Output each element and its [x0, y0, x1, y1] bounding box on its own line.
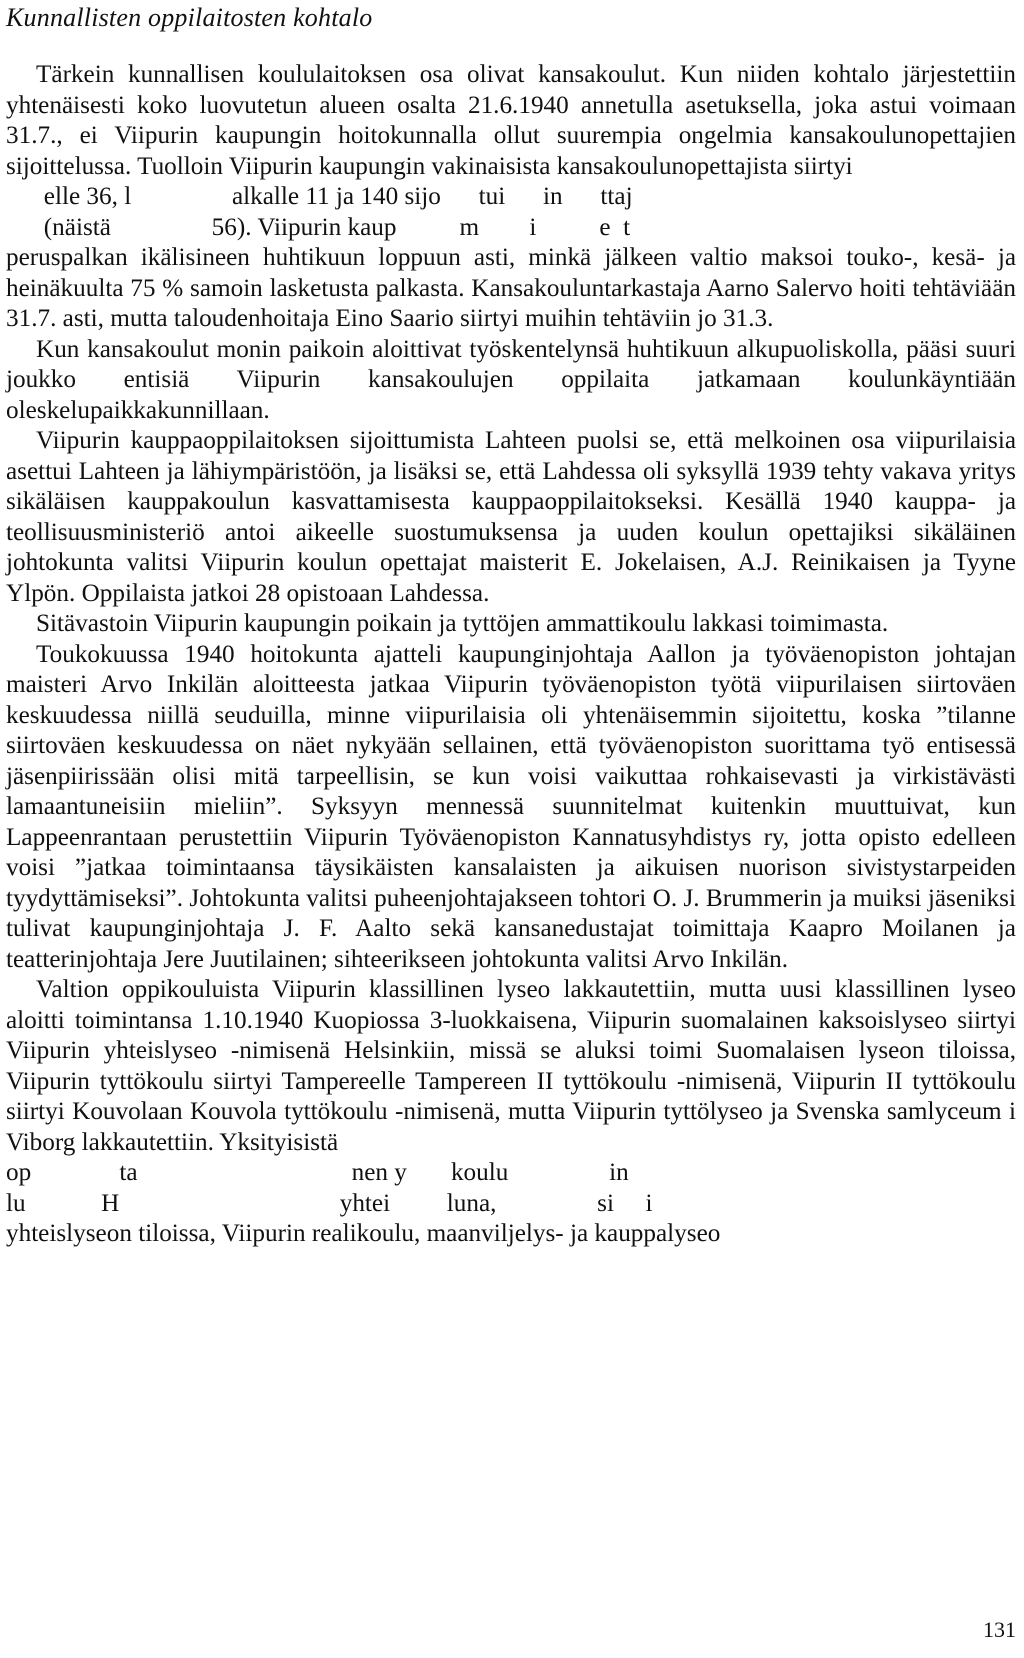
book-page: [6, 0, 1018, 1658]
paragraph-kansakoulut: [6, 60, 1016, 335]
paragraph-oppikoulut: [6, 975, 1016, 1250]
paragraph-text: Valtion oppikouluista Viipurin klassillinen lyseo lakkautettiin, mutta uusi klassillinen lyseo aloitti toimintansa 1.10.1940 Kuopiossa 3-luokkaisena, Viipurin suomalainen kaksoislyseo siirtyi Viipurin yhteislyseo -nimisenä Helsinkiin, missä se aluksi toimi Suomalaisen lyseon tiloissa, Viipurin tyttökoulu siirtyi Tampereelle Tampereen II tyttökoulu -nimisenä, Viipurin II tyttökoulu siirtyi Kouvolaan Kouvola tyttökoulu -nimisenä, mutta Viipurin tyttölyseo ja Svenska samlyceum i Viborg lakkautettiin. Yksityisistä: [6, 976, 1016, 1156]
paragraph-continuation: yhteislyseon tiloissa, Viipurin realikoulu, maanviljelys- ja kauppalyseo: [6, 1220, 721, 1247]
paragraph-text: Tärkein kunnallisen koululaitoksen osa olivat kansakoulut. Kun niiden kohtalo järjestettiin yhtenäisesti koko luovutetun alueen osalta 21.6.1940 annetulla asetuksella, joka astui voimaan 31.7., ei Viipurin kaupungin hoitokunnalla ollut suurempia ongelmia kansakoulunopettajien sijoittelussa. Tuolloin Viipurin kaupungin vakinaisista kansakoulunopettajista siirtyi: [6, 61, 1016, 180]
damaged-line: op ta nen y koulu in: [6, 1159, 629, 1186]
page-number: 131: [983, 1617, 1016, 1642]
damaged-line: (näistä 56). Viipurin kaup m i e t: [6, 213, 631, 241]
running-head-title: Kunnallisten oppilaitosten kohtalo: [6, 3, 373, 32]
paragraph-continuation: peruspalkan ikälisineen huhtikuun loppuun asti, minkä jälkeen valtio maksoi touko-, kesä- ja heinäkuulta 75 % samoin lasketusta palkasta. Kansakouluntarkastaja Aarno Salervo hoiti tehtäviään 31.7. asti, mutta taloudenhoitaja Eino Saario siirtyi muihin tehtäviin jo 31.3.: [6, 244, 1016, 332]
paragraph-ammattikoulu: Sitävastoin Viipurin kaupungin poikain ja tyttöjen ammattikoulu lakkasi toimimasta.: [36, 610, 889, 637]
paragraph-tyovaenopisto: Toukokuussa 1940 hoitokunta ajatteli kaupunginjohtaja Aallon ja työväenopiston johtajan maisteri Arvo Inkilän aloitteesta jatkaa Viipurin työväenopiston työtä viipurilaisen siirtoväen keskuudessa niillä seuduilla, minne viipurilaisia oli yhtenäisemmin sijoitettu, koska ”tilanne siirtoväen keskuudessa on näet nykyään sellainen, että työväenopiston suorittama työ entisessä jäsenpiirissään olisi mitä tarpeellisin, se kun voisi vaikuttaa rohkaisevasti ja virkistävästi lamaantuneisiin mieliin”. Syksyyn mennessä suunnitelmat kuitenkin muuttuivat, kun Lappeenrantaan perustettiin Viipurin Työväenopiston Kannatusyhdistys ry, jotta opisto edelleen voisi ”jatkaa toimintaansa täysikäisten kansalaisten ja aikuisen nuorison sivistystarpeiden tyydyttämiseksi”. Johtokunta valitsi puheenjohtajakseen tohtori O. J. Brummerin ja muiksi jäseniksi tulivat kaupunginjohtaja J. F. Aalto sekä kansanedustajat toimittaja Kaapro Moilanen ja teatterinjohtaja Jere Juutilainen; sihteerikseen johtokunta valitsi Arvo Inkilän.: [6, 640, 1016, 973]
paragraph-oppilaat: Kun kansakoulut monin paikoin aloittivat työskentelynsä huhtikuun alkupuoliskolla, pääsi suuri joukko entisiä Viipurin kansakoulujen oppilaita jatkamaan koulunkäyntiään oleskelupaikkakunnillaan.: [6, 335, 1016, 424]
body-text: [6, 60, 1016, 1250]
damaged-line: lu H yhtei luna, si i: [6, 1189, 653, 1217]
damaged-line: elle 36, l alkalle 11 ja 140 sijo tui in ttaj: [6, 183, 633, 210]
paragraph-kauppaoppilaitos: Viipurin kauppaoppilaitoksen sijoittumista Lahteen puolsi se, että melkoinen osa viipurilaisia asettui Lahteen ja lähiympäristöön, ja lisäksi se, että Lahdessa oli syksyllä 1939 tehty vakava yritys sikäläisen kauppakoulun kasvattamisesta kauppaoppilaitokseksi. Kesällä 1940 kauppa- ja teollisuusministeriö antoi aikeelle suostumuksensa ja uuden koulun opettajiksi sikäläinen johtokunta valitsi Viipurin koulun opettajat maisterit E. Jokelaisen, A.J. Reinikaisen ja Tyyne Ylpön. Oppilaista jatkoi 28 opistoaan Lahdessa.: [6, 427, 1016, 607]
